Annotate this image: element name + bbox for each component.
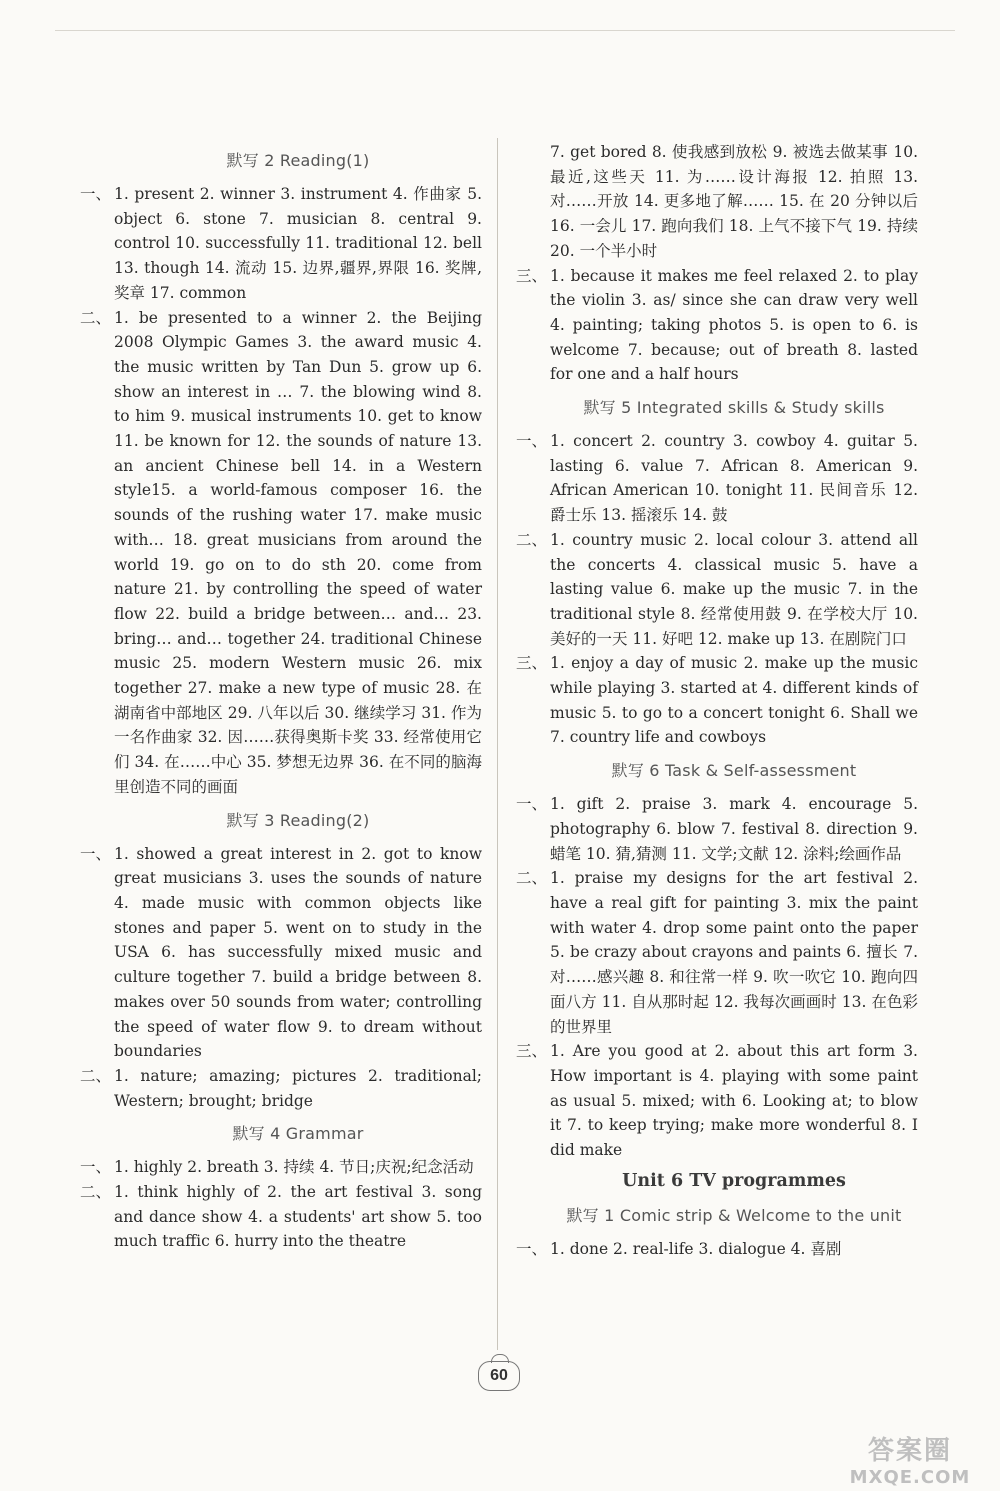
- answer-text: 1. done 2. real-life 3. dialogue 4. 喜剧: [550, 1239, 842, 1258]
- answer-text: 1. showed a great interest in 2. got to know great musicians 3. uses the sounds of nature 4. made music with common objects like stones and paper 5. went on to study in the USA 6. has successfully mixed music and culture together 7. build a bridge between 8. makes over 50 sounds from water; controlling the speed of water flow 9. to dream without boundaries: [114, 844, 482, 1061]
- watermark-text: 答案圈: [867, 1436, 952, 1466]
- answer-text: 1. present 2. winner 3. instrument 4. 作曲家 5. object 6. stone 7. musician 8. central 9. control 10. successfully 11. traditional 12. bell 13. though 14. 流动 15. 边界,疆界,界限 16. 奖牌,奖章 17. common: [114, 185, 482, 302]
- left-column: [80, 140, 482, 1254]
- part-marker: 一、: [516, 795, 548, 814]
- answer-block: [516, 792, 918, 866]
- answer-text: 1. concert 2. country 3. cowboy 4. guitar 5. lasting 6. value 7. African 8. American 9. African American 10. tonight 11. 民间音乐 12. 爵士乐 13. 摇滚乐 14. 鼓: [550, 432, 918, 525]
- answer-text: 1. because it makes me feel relaxed 2. to play the violin 3. as/ since she can draw very well 4. painting; taking photos 5. is open to 6. is welcome 7. because; out of breath 8. lasted for one and a half hours: [550, 266, 918, 384]
- answer-text: 1. think highly of 2. the art festival 3. song and dance show 4. a students' art show 5. too much traffic 6. hurry into the theatre: [114, 1183, 482, 1251]
- part-marker: 一、: [516, 432, 548, 451]
- page-number: 60: [478, 1361, 520, 1391]
- answer-text: 1. be presented to a winner 2. the Beijing 2008 Olympic Games 3. the award music 4. the music written by Tan Dun 5. grow up 6. show an interest in … 7. the blowing wind 8. to him 9. musical instruments 10. get to know 11. be known for 12. the sounds of nature 13. an ancient Chinese bell 14. in a Western style15. a world-famous composer 16. the sounds of the rushing water 17. make music with… 18. great musicians from around the world 19. go on to do sth 20. come from nature 21. by controlling the speed of water flow 22. build a bridge between… and… 23. bring… and… together 24. traditional Chinese music 25. modern Western music 26. mix together 27. make a new type of music 28. 在湖南省中部地区 29. 八年以后 30. 继续学习 31. 作为一名作曲家 32. 因……获得奥斯卡奖 33. 经常使用它们 34. 在……中心 35. 梦想无边界 36. 在不同的脑海里创造不同的画面: [114, 308, 482, 796]
- answer-block: [80, 842, 482, 1064]
- right-column: [516, 140, 918, 1261]
- part-marker: 二、: [516, 530, 548, 549]
- section-heading: 默写 5 Integrated skills & Study skills: [583, 398, 885, 418]
- answer-block: [516, 866, 918, 1039]
- answer-block: [80, 1155, 482, 1180]
- answer-text: 7. get bored 8. 使我感到放松 9. 被选去做某事 10. 最近,这些天 11. 为……设计海报 12. 拍照 13. 对……开放 14. 更多地了解…… 15. 在 20 分钟以后 16. 一会儿 17. 跑向我们 18. 上气不接下气 19. 持续 20. 一个半小时: [550, 143, 918, 260]
- part-marker: 三、: [516, 266, 548, 285]
- part-marker: 一、: [80, 844, 112, 863]
- part-marker: 一、: [80, 185, 112, 203]
- answer-block: [550, 140, 918, 264]
- part-marker: 二、: [80, 1183, 112, 1202]
- answer-block: [516, 651, 918, 750]
- section-heading: 默写 4 Grammar: [232, 1124, 364, 1144]
- answer-text: 1. gift 2. praise 3. mark 4. encourage 5. photography 6. blow 7. festival 8. direction 9. 蜡笔 10. 猜,猜测 11. 文学;文献 12. 涂料;绘画作品: [550, 795, 918, 863]
- answer-text: 1. country music 2. local colour 3. attend all the concerts 4. classical music 5. have a lasting value 6. make up the music 7. in the traditional style 8. 经常使用鼓 9. 在学校大厅 10. 美好的一天 11. 好吧 12. make up 13. 在剧院门口: [550, 530, 918, 648]
- watermark-logo: [830, 1430, 990, 1488]
- part-marker: 三、: [516, 654, 548, 673]
- answer-text: 1. Are you good at 2. about this art form 3. How important is 4. playing with some paint as usual 5. mixed; with 6. Looking at; to blow it 7. to keep trying; make more wonderful 8. I did make: [550, 1042, 918, 1160]
- part-marker: 一、: [80, 1158, 112, 1177]
- answer-block: [516, 528, 918, 652]
- section-heading: 默写 3 Reading(2): [226, 810, 370, 830]
- answer-text: 1. nature; amazing; pictures 2. traditional; Western; brought; bridge: [114, 1066, 482, 1110]
- answer-block: [80, 182, 482, 306]
- top-rule: [55, 30, 955, 31]
- answer-block: [516, 1237, 918, 1262]
- answer-text: 1. praise my designs for the art festival 2. have a real gift for painting 3. mix the paint with water 4. drop some paint onto the paper 5. be crazy about crayons and paints 6. 擅长 7. 对……感兴趣 8. 和往常一样 9. 吹一吹它 10. 跑向四面八方 11. 自从那时起 12. 我每次画画时 13. 在色彩的世界里: [550, 869, 918, 1036]
- section-heading: 默写 2 Reading(1): [226, 151, 370, 170]
- part-marker: 二、: [80, 308, 112, 327]
- answer-block: [80, 1064, 482, 1113]
- part-marker: 一、: [516, 1239, 548, 1258]
- section-heading: 默写 1 Comic strip & Welcome to the unit: [566, 1205, 902, 1225]
- part-marker: 三、: [516, 1042, 548, 1061]
- answer-text: 1. highly 2. breath 3. 持续 4. 节日;庆祝;纪念活动: [114, 1158, 474, 1177]
- answer-block: [80, 1180, 482, 1254]
- answer-block: [516, 264, 918, 388]
- section-heading: 默写 6 Task & Self-assessment: [611, 761, 857, 781]
- answer-text: 1. enjoy a day of music 2. make up the music while playing 3. started at 4. different kinds of music 5. to go to a concert tonight 6. Shall we 7. country life and cowboys: [550, 654, 918, 747]
- watermark-url: MXQE.COM: [849, 1467, 971, 1488]
- answer-block: [516, 1039, 918, 1163]
- answer-block: [80, 306, 482, 800]
- part-marker: 二、: [516, 869, 548, 888]
- column-divider: [497, 138, 498, 1350]
- answer-block: [516, 429, 918, 528]
- part-marker: 二、: [80, 1066, 112, 1085]
- unit-title: Unit 6 TV programmes: [622, 1170, 846, 1191]
